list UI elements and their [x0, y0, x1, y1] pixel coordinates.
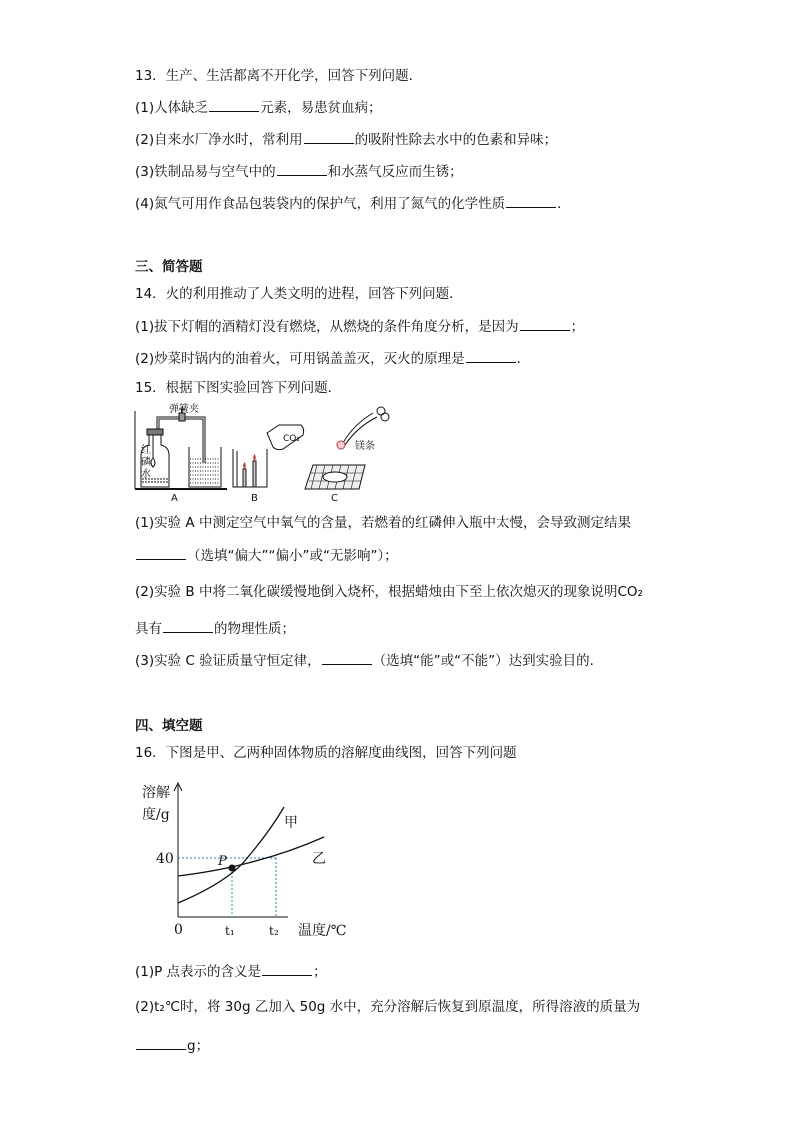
origin-label: 0: [174, 922, 183, 938]
q13-part3: (3)铁制品易与空气中的 和水蒸气反应而生锈；: [135, 161, 463, 182]
x-axis-label: 温度/℃: [298, 923, 347, 939]
q15-part3: (3)实验 C 验证质量守恒定律， （选填“能”或“不能”）达到实验目的．: [135, 650, 603, 671]
q14-part2: (2)炒菜时锅内的油着火，可用锅盖盖灭，灭火的原理是 ．: [135, 348, 530, 369]
label-magnesium: 镁条: [355, 441, 375, 452]
y-axis-label-line1: 溶解: [142, 785, 170, 801]
q15-part1: (1)实验 A 中测定空气中氧气的含量，若燃着的红磷伸入瓶中太慢，会导致测定结果: [135, 515, 631, 531]
answer-blank[interactable]: [209, 97, 259, 112]
label-water: 水: [141, 469, 151, 480]
section-heading-3: 三、简答题: [135, 259, 203, 275]
label-co2: CO₂: [283, 434, 300, 444]
curve-jia: [178, 807, 284, 903]
q16-part2: (2)t₂℃时，将 30g 乙加入 50g 水中，充分溶解后恢复到原温度，所得溶液的质量为: [135, 999, 641, 1015]
series-label-jia: 甲: [284, 815, 298, 831]
q14-part1: (1)拔下灯帽的酒精灯没有燃烧，从燃烧的条件角度分析，是因为 ；: [135, 316, 584, 337]
q16-title: 16．下图是甲、乙两种固体物质的溶解度曲线图，回答下列问题: [135, 745, 517, 761]
q15-part2: (2)实验 B 中将二氧化碳缓慢地倒入烧杯，根据蜡烛由下至上依次熄灭的现象说明CO₂: [135, 584, 643, 600]
label-phosphorus: 磷: [141, 457, 151, 468]
point-p-label: P: [218, 854, 227, 869]
x-tick-t2: t₂: [269, 924, 279, 938]
q15-title: 15．根据下图实验回答下列问题．: [135, 380, 342, 396]
answer-blank[interactable]: [136, 545, 186, 560]
curve-yi: [178, 837, 324, 876]
q13-part1: (1)人体缺乏 元素，易患贫血病；: [135, 97, 382, 118]
series-label-yi: 乙: [312, 851, 326, 867]
label-red: 红: [141, 445, 151, 456]
label-b: B: [251, 493, 258, 503]
q14-title: 14．火的利用推动了人类文明的进程，回答下列问题．: [135, 286, 463, 302]
section-heading-4: 四、填空题: [135, 718, 203, 734]
answer-blank[interactable]: [322, 650, 372, 665]
q16-part2-cont: g；: [135, 1035, 209, 1056]
label-a: A: [171, 493, 178, 503]
q15-part1-cont: （选填“偏大”“偏小”或“无影响”）；: [135, 545, 398, 566]
q13-title: 13．生产、生活都离不开化学，回答下列问题．: [135, 68, 423, 84]
point-p: [229, 865, 236, 872]
q13-part2: (2)自来水厂净水时，常利用 的吸附性除去水中的色素和异味；: [135, 129, 557, 150]
answer-blank[interactable]: [277, 161, 327, 176]
answer-blank[interactable]: [262, 961, 312, 976]
answer-blank[interactable]: [136, 1035, 186, 1050]
co2-formula: CO₂: [617, 584, 643, 600]
label-spring-clip: 弹簧夹: [169, 404, 199, 415]
q13-part4: (4)氮气可用作食品包装袋内的保护气，利用了氮气的化学性质 ．: [135, 193, 571, 214]
answer-blank[interactable]: [304, 129, 354, 144]
solubility-chart: [138, 777, 368, 947]
label-c: C: [331, 493, 338, 503]
q16-part1: (1)P 点表示的含义是 ；: [135, 961, 327, 982]
answer-blank[interactable]: [506, 193, 556, 208]
answer-blank[interactable]: [163, 618, 213, 633]
q15-part2-cont: 具有 的物理性质；: [135, 618, 295, 639]
answer-blank[interactable]: [466, 348, 516, 363]
answer-blank[interactable]: [520, 316, 570, 331]
x-tick-t1: t₁: [225, 924, 235, 938]
y-axis-label-line2: 度/g: [142, 807, 170, 823]
y-tick-40: 40: [156, 851, 174, 867]
experiment-figure: [133, 403, 393, 503]
apparatus-c: [305, 407, 389, 489]
